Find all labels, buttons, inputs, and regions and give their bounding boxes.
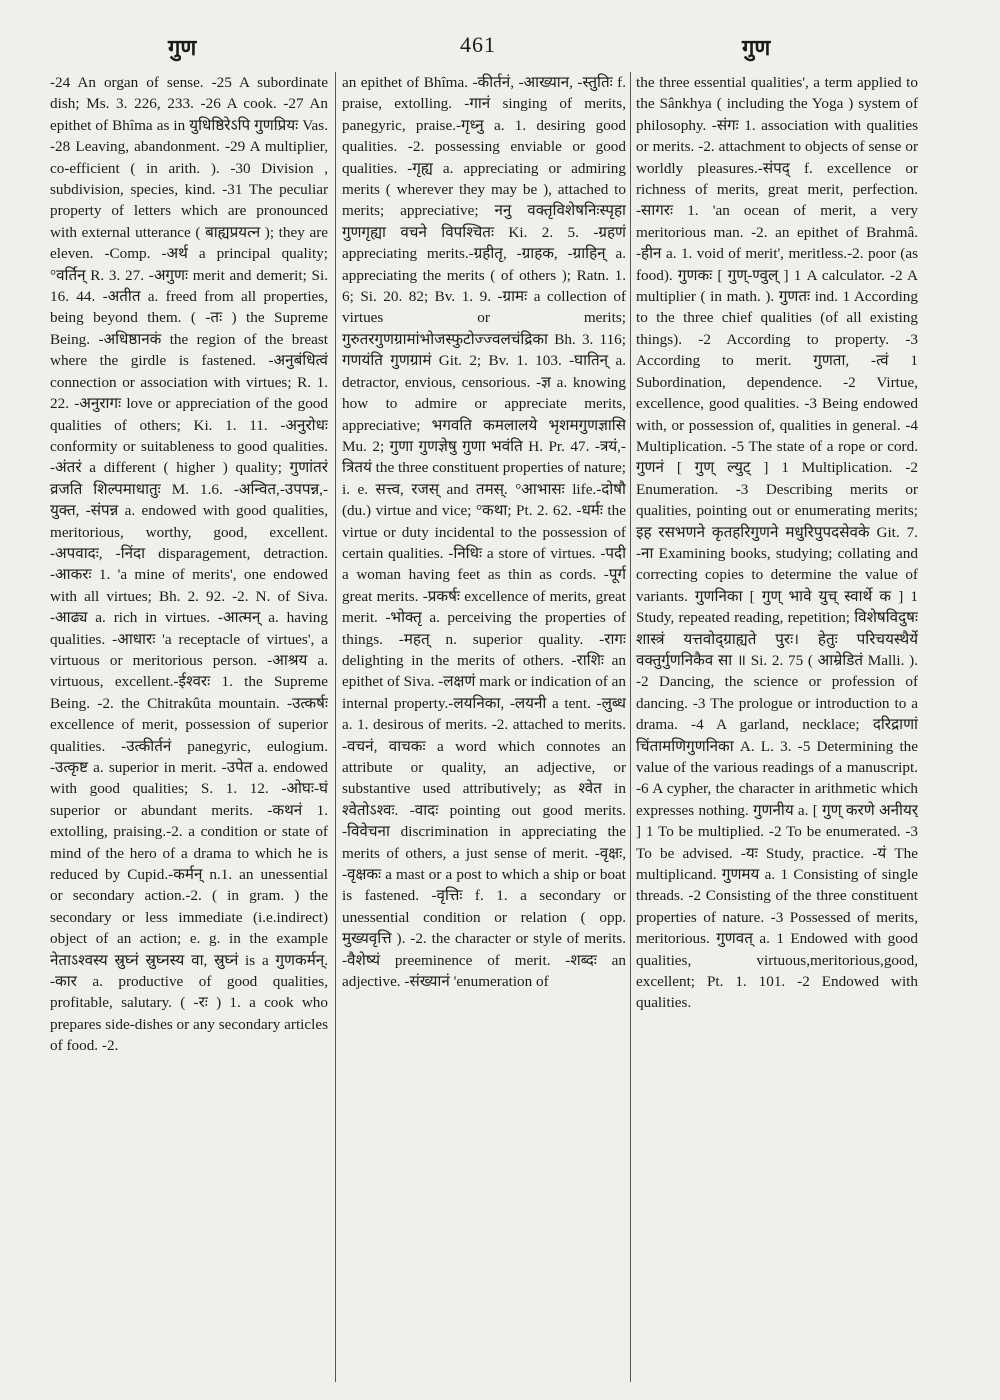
- column-3: [636, 72, 918, 1390]
- column-2: [342, 72, 626, 1390]
- page-number: 461: [460, 32, 496, 57]
- column-divider: [630, 72, 631, 1382]
- column-3-text: the three essential qualities', a term applied to the Sânkhya ( including the Yoga ) system of philosophy. -संगः 1. association with qualities or merits. -2. attachment to objects of sense or worldly pleasures.-संपद् f. excellence or richness of merits, great merit, perfection. -सागरः 1. 'an ocean of merit, a very meritorious man. -2. an epithet of Brahmâ. -हीन a. 1. void of merit', meritless.-2. poor (as food). गुणकः [ गुण्-ण्वुल् ] 1 A calculator. -2 A multiplier ( in math. ). गुणतः ind. 1 According to the three chief qualities (of all existing things). -2 According to property. -3 According to merit. गुणता, -त्वं 1 Subordination, dependence. -2 Virtue, excellence, good qualities. -3 Being endowed with, or possession of, qualities in general. -4 Multiplication. -5 The state of a rope or cord. गुणनं [ गुण् ल्युट् ] 1 Multiplication. -2 Enumeration. -3 Describing merits or qualities, pointing out or enumerating merits; इह रसभणने कृतहरिगुणने मधुरिपुपदसेवके Git. 7. -ना Examining books, studying; collating and correcting copies to determine the value of variants. गुणनिका [ गुण् भावे युच् स्वार्थे क ] 1 Study, repeated reading, repetition; विशेषविदुषः शास्त्रं यत्तवोद्ग्राह्यते पुरः। हेतुः परिचयस्थैर्ये वक्तुर्गुणनिकैव सा ॥ Si. 2. 75 ( आम्रेडितं Malli. ). -2 Dancing, the science or profession of dancing. -3 The prologue or introduction to a drama. -4 A garland, necklace; दरिद्राणां चिंतामणिगुणनिका A. L. 3. -5 Determining the value of the various readings of a manuscript. -6 A cypher, the character in arithmetic which expresses nothing. गुणनीय a. [ गुण् करणे अनीयर् ] 1 To be multiplied. -2 To be enumerated. -3 To be advised. -यः Study, practice. -यं The multiplicand. गुणमय a. 1 Consisting of single threads. -2 Consisting of the three constituent properties of nature. -3 Possessed of merits, meritorious. गुणवत् a. 1 Endowed with good qualities, virtuous,meritorious,good, excellent; Pt. 1. 101. -2 Endowed with qualities.: [636, 74, 918, 1012]
- text-columns: [0, 72, 1000, 1392]
- right-running-headword: गुण: [742, 36, 771, 61]
- page-header: [0, 30, 1000, 64]
- left-running-headword: गुण: [168, 36, 197, 61]
- column-2-text: an epithet of Bhîma. -कीर्तनं, -आख्यान, -स्तुतिः f. praise, extolling. -गानं singing of merits, panegyric, praise.-गृध्नु a. 1. desiring good qualities. -2. possessing enviable or good qualities. -गृह्य a. appreciating or admiring merits ( wherever they may be ), attached to merits; appreciative; ननु वक्तृविशेषनिःस्पृहा गुणगृह्या वचने विपश्चितः Ki. 2. 5. -ग्रहणं appreciating merits.-ग्रहीतृ, -ग्राहक, -ग्राहिन् a. appreciating the merits ( of others ); Ratn. 1. 6; Si. 20. 82; Bv. 1. 9. -ग्रामः a collection of virtues or merits; गुरुतरगुणग्रामांभोजस्फुटोज्ज्वलचंद्रिका Bh. 3. 116; गणयंति गुणग्रामं Git. 2; Bv. 1. 103. -घातिन् a. detractor, envious, censorious. -ज्ञ a. knowing how to admire or appreciate merits, appreciative; भगवति कमलालये भृशमगुणज्ञासि Mu. 2; गुणा गुणज्ञेषु गुणा भवंति H. Pr. 47. -त्रयं,-त्रितयं the three constituent properties of nature; i. e. सत्त्व, रजस् and तमस्. °आभासः life.-दोषौ (du.) virtue and vice; °कथा; Pt. 2. 62. -धर्मः the virtue or duty incidental to the possession of certain qualities. -निधिः a store of virtues. -पदी a woman having feet as thin as cords. -पूर्ग great merits. -प्रकर्षः excellence of merits, great merit. -भोक्तृ a. perceiving the properties of things. -महत् n. superior quality. -रागः delighting in the merits of others. -राशिः an epithet of Siva. -लक्षणं mark or indication of an internal property.-लयनिका, -लयनी a tent. -लुब्ध a. 1. desirous of merits. -2. attached to merits. -वचनं, वाचकः a word which connotes an attribute or quality, an adjective, or substantive used attributively; as श्वेत in श्वेतोऽश्वः. -वादः pointing out good merits. -विवेचना discrimination in appreciating the merits of others, a just sense of merit. -वृक्षः, -वृक्षकः a mast or a post to which a ship or boat is fastened. -वृत्तिः f. 1. a secondary or unessential condition or relation ( opp. मुख्यवृत्ति ). -2. the character or style of merits. -वैशेष्यं preeminence of merit. -शब्दः an adjective. -संख्यानं 'enumeration of: [342, 74, 626, 991]
- column-1: [50, 72, 328, 1390]
- column-divider: [335, 72, 336, 1382]
- column-1-text: -24 An organ of sense. -25 A subordinate dish; Ms. 3. 226, 233. -26 A cook. -27 An epithet of Bhîma as in युधिष्ठिरेऽपि गुणप्रियः Vas. -28 Leaving, abandonment. -29 A multiplier, co-efficient ( in arith. ). -30 Division , subdivision, species, kind. -31 The peculiar property of letters which are pronounced with external utterance ( बाह्यप्रयत्न ); they are eleven. -Comp. -अर्थ a principal quality; °वर्तिन् R. 3. 27. -अगुणः merit and demerit; Si. 16. 44. -अतीत a. freed from all properties, being beyond them. ( -तः ) the Supreme Being. -अधिष्ठानकं the region of the breast where the girdle is fastened. -अनुबंधित्वं connection or association with virtues; R. 1. 22. -अनुरागः love or appreciation of the good qualities of others; Ki. 1. 11. -अनुरोधः conformity or suitableness to good qualities. -अंतरं a different ( higher ) quality; गुणांतरं व्रजति शिल्पमाधातुः M. 1.6. -अन्वित,-उपपन्न,-युक्त, -संपन्न a. endowed with good qualities, meritorious, worthy, good, excellent. -अपवादः, -निंदा disparagement, detraction. -आकरः 1. 'a mine of merits', one endowed with all virtues; Bh. 2. 92. -2. N. of Siva. -आढ्य a. rich in virtues. -आत्मन् a. having qualities. -आधारः 'a receptacle of virtues', a virtuous or meritorious person. -आश्रय a. virtuous, excellent.-ईश्वरः 1. the Supreme Being. -2. the Chitrakûta mountain. -उत्कर्षः excellence of merit, possession of superior qualities. -उत्कीर्तनं panegyric, eulogium. -उत्कृष्ट a. superior in merit. -उपेत a. endowed with good qualities; S. 1. 12. -ओघः-घं superior or abundant merits. -कथनं 1. extolling, praising.-2. a condition or state of mind of the hero of a drama to which he is reduced by Cupid.-कर्मन् n.1. an unessential or secondary action.-2. ( in gram. ) the secondary or less immediate (i.e.indirect) object of an action; e. g. in the example नेताऽश्वस्य स्रुघ्नं स्रुघ्नस्य वा, स्रुघ्नं is a गुणकर्मन्. -कार a. productive of good qualities, profitable, salutary. ( -रः ) 1. a cook who prepares side-dishes or any secondary articles of food. -2.: [50, 74, 328, 1055]
